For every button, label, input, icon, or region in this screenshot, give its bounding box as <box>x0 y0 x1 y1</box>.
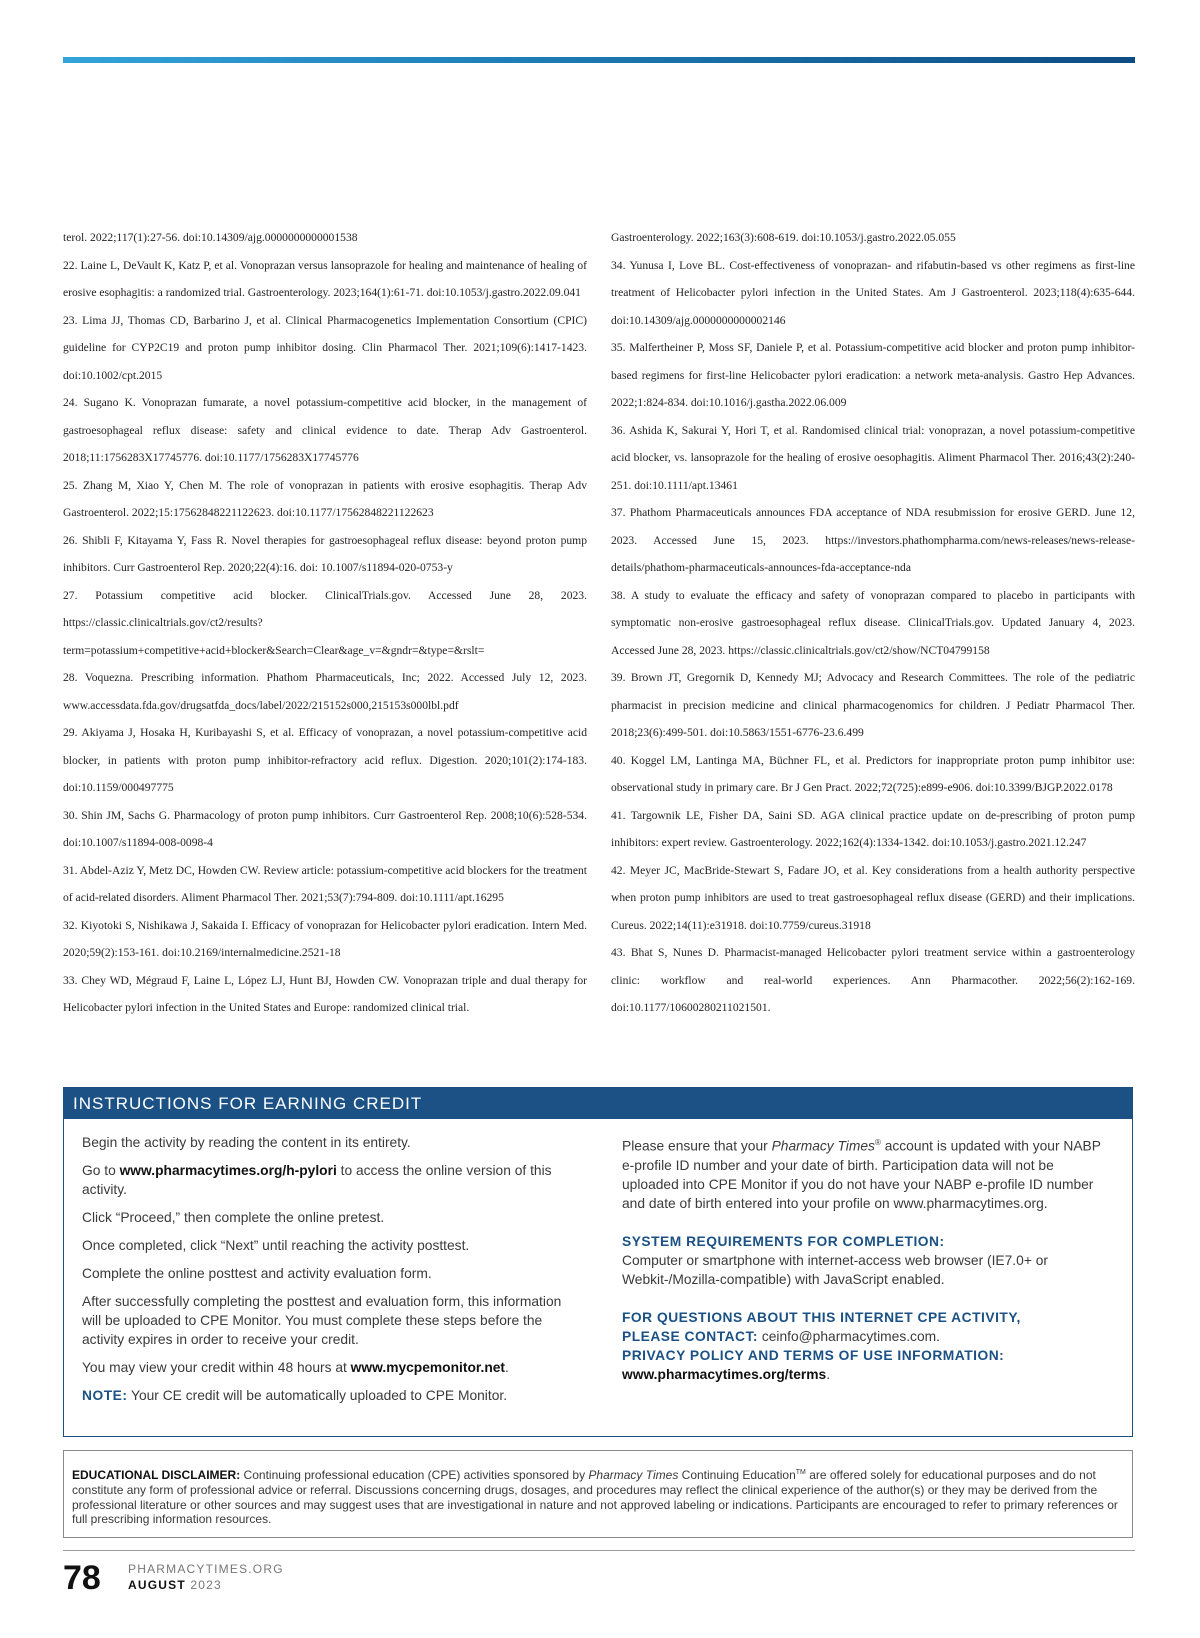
reference-item: 35. Malfertheiner P, Moss SF, Daniele P, et al. Potassium-competitive acid blocker and proton pump inhibitor-based regimens for first-line Helicobacter pylori eradication: a network meta-analysis. Gastro Hep Advances. 2022;1:824-834. doi:10.1016/j.gastha.2022.06.009 <box>611 341 1135 409</box>
credit-step: Complete the online posttest and activity evaluation form. <box>82 1266 432 1281</box>
reference-item: 38. A study to evaluate the efficacy and safety of vonoprazan compared to placebo in participants with symptomatic non-erosive gastroesophageal reflux disease. ClinicalTrials.gov. Updated January 4, 2023. Accessed June 28, 2023. https://classic.clinicaltrials.gov/ct2/show/NCT04799158 <box>611 588 1135 657</box>
reference-item: 31. Abdel-Aziz Y, Metz DC, Howden CW. Review article: potassium-competitive acid blockers for the treatment of acid-related disorders. Aliment Pharmacol Ther. 2021;53(7):794-809. doi:10.1111/apt.16295 <box>63 863 587 904</box>
footer-divider <box>63 1550 1135 1551</box>
profile-notice: Please ensure that your Pharmacy Times® account is updated with your NABP e-profile ID number and your date of birth. Participation data will not be uploaded into CPE Monitor if you do not have your NABP e-profile ID number and date of birth entered into your profile on www.pharmacytimes.org. <box>622 1138 1101 1211</box>
credit-step: Begin the activity by reading the content in its entirety. <box>82 1135 411 1150</box>
disclaimer-label: EDUCATIONAL DISCLAIMER: <box>72 1468 241 1482</box>
credit-instructions-title: INSTRUCTIONS FOR EARNING CREDIT <box>64 1088 1132 1119</box>
reference-item: terol. 2022;117(1):27-56. doi:10.14309/ajg.0000000000001538 <box>63 231 358 244</box>
reference-item: Gastroenterology. 2022;163(3):608-619. doi:10.1053/j.gastro.2022.05.055 <box>611 231 956 244</box>
contact-email[interactable]: ceinfo@pharmacytimes.com. <box>758 1328 940 1344</box>
reference-item: 26. Shibli F, Kitayama Y, Fass R. Novel therapies for gastroesophageal reflux disease: beyond proton pump inhibitors. Curr Gastroenterol Rep. 2020;22(4):16. doi: 10.1007/s11894-020-0753-y <box>63 533 587 574</box>
page-number: 78 <box>63 1559 101 1597</box>
credit-requirements <box>622 1133 1102 1414</box>
reference-item: 25. Zhang M, Xiao Y, Chen M. The role of vonoprazan in patients with erosive esophagitis. Therap Adv Gastroenterol. 2022;15:17562848221122623. doi:10.1177/17562848221122623 <box>63 478 587 519</box>
reference-item: 34. Yunusa I, Love BL. Cost-effectiveness of vonoprazan- and rifabutin-based vs other regimens as first-line treatment of Helicobacter pylori infection in the United States. Am J Gastroenterol. 2023;118(4):635-644. doi:10.14309/ajg.0000000000002146 <box>611 258 1135 327</box>
reference-item: 29. Akiyama J, Hosaka H, Kuribayashi S, et al. Efficacy of vonoprazan, a novel potassium-competitive acid blocker, in patients with proton pump inhibitor-refractory acid reflux. Digestion. 2020;101(2):174-183. doi:10.1159/000497775 <box>63 726 587 794</box>
terms-link[interactable]: www.pharmacytimes.org/terms <box>622 1366 827 1382</box>
note-label: NOTE: <box>82 1388 128 1403</box>
reference-item: 40. Koggel LM, Lantinga MA, Büchner FL, et al. Predictors for inappropriate proton pump inhibitor use: observational study in primary care. Br J Gen Pract. 2022;72(725):e899-e906. doi:10.3399/BJGP.2022.0178 <box>611 753 1135 794</box>
credit-steps <box>82 1133 572 1414</box>
credit-step: Once completed, click “Next” until reaching the activity posttest. <box>82 1238 470 1253</box>
system-requirements-text: Computer or smartphone with internet-access web browser (IE7.0+ or Webkit-/Mozilla-compatible) with JavaScript enabled. <box>622 1252 1048 1287</box>
contact-line: PLEASE CONTACT: ceinfo@pharmacytimes.com. <box>622 1328 940 1344</box>
reference-item: 43. Bhat S, Nunes D. Pharmacist-managed Helicobacter pylori treatment service within a gastroenterology clinic: workflow and real-world experiences. Ann Pharmacother. 2022;56(2):162-169. doi:10.1177/10600280211021501. <box>611 946 1135 1014</box>
reference-item: 30. Shin JM, Sachs G. Pharmacology of proton pump inhibitors. Curr Gastroenterol Rep. 2008;10(6):528-534. doi:10.1007/s11894-008-0098-4 <box>63 808 587 849</box>
privacy-label: PRIVACY POLICY AND TERMS OF USE INFORMATION: <box>622 1347 1005 1363</box>
credit-step: You may view your credit within 48 hours at www.mycpemonitor.net. <box>82 1360 509 1375</box>
reference-item: 33. Chey WD, Mégraud F, Laine L, López LJ, Hunt BJ, Howden CW. Vonoprazan triple and dual therapy for Helicobacter pylori infection in the United States and Europe: randomized clinical trial. <box>63 973 587 1014</box>
reference-item: 39. Brown JT, Gregornik D, Kennedy MJ; Advocacy and Research Committees. The role of the pediatric pharmacist in precision medicine and clinical pharmacogenomics for children. J Pediatr Pharmacol Ther. 2018;23(6):499-501. doi:10.5863/1551-6776-23.6.499 <box>611 671 1135 739</box>
reference-column-right <box>611 224 1135 1022</box>
reference-item: 32. Kiyotoki S, Nishikawa J, Sakaida I. Efficacy of vonoprazan for Helicobacter pylori eradication. Intern Med. 2020;59(2):153-161. doi:10.2169/internalmedicine.2521-18 <box>63 918 587 959</box>
reference-item: 28. Voquezna. Prescribing information. Phathom Pharmaceuticals, Inc; 2022. Accessed July 12, 2023. www.accessdata.fda.gov/drugsatfda_docs/label/2022/215152s000,215153s000lbl.pdf <box>63 671 587 712</box>
questions-label: FOR QUESTIONS ABOUT THIS INTERNET CPE ACTIVITY, <box>622 1309 1021 1325</box>
reference-item: 36. Ashida K, Sakurai Y, Hori T, et al. Randomised clinical trial: vonoprazan, a novel potassium-competitive acid blocker, vs. lansoprazole for the healing of erosive oesophagitis. Aliment Pharmacol Ther. 2016;43(2):240-251. doi:10.1111/apt.13461 <box>611 423 1135 492</box>
credit-step: Go to www.pharmacytimes.org/h-pylori to access the online version of this activity. <box>82 1163 552 1197</box>
activity-link[interactable]: www.pharmacytimes.org/h-pylori <box>119 1163 337 1178</box>
reference-item: 27. Potassium competitive acid blocker. ClinicalTrials.gov. Accessed June 28, 2023. https://classic.clinicaltrials.gov/ct2/results?term=potassium+competitive+acid+blocker&Search=Clear&age_v=&gndr=&type=&rslt= <box>63 588 587 657</box>
credit-instructions-box <box>63 1087 1133 1437</box>
educational-disclaimer: EDUCATIONAL DISCLAIMER: Continuing professional education (CPE) activities sponsored by Pharmacy Times Continuing Education™ are offered solely for educational purposes and do not constitute any form of professional advice or referral. Discussions concerning drugs, dosages, and procedures may reflect the clinical experience of the author(s) or they may be derived from the professional literature or other sources and may suggest uses that are investigational in nature and not approved labeling or indications. Participants are encouraged to refer to primary references or full prescribing information resources. <box>63 1450 1133 1538</box>
system-requirements-label: SYSTEM REQUIREMENTS FOR COMPLETION: <box>622 1233 945 1249</box>
reference-item: 23. Lima JJ, Thomas CD, Barbarino J, et al. Clinical Pharmacogenetics Implementation Consortium (CPIC) guideline for CYP2C19 and proton pump inhibitor dosing. Clin Pharmacol Ther. 2021;109(6):1417-1423. doi:10.1002/cpt.2015 <box>63 313 587 382</box>
reference-item: 22. Laine L, DeVault K, Katz P, et al. Vonoprazan versus lansoprazole for healing and maintenance of healing of erosive esophagitis: a randomized trial. Gastroenterology. 2023;164(1):61-71. doi:10.1053/j.gastro.2022.09.041 <box>63 258 587 299</box>
cpe-monitor-link[interactable]: www.mycpemonitor.net <box>350 1360 506 1375</box>
reference-list <box>63 224 1135 1022</box>
credit-step: After successfully completing the posttest and evaluation form, this information will be uploaded to CPE Monitor. You must complete these steps before the activity expires in order to receive your credit. <box>82 1294 562 1347</box>
privacy-line: www.pharmacytimes.org/terms. <box>622 1366 831 1382</box>
reference-item: 24. Sugano K. Vonoprazan fumarate, a novel potassium-competitive acid blocker, in the management of gastroesophageal reflux disease: safety and clinical evidence to date. Therap Adv Gastroenterol. 2018;11:1756283X17745776. doi:10.1177/1756283X17745776 <box>63 396 587 464</box>
header-accent-bar <box>63 57 1135 63</box>
reference-column-left <box>63 224 587 1022</box>
reference-item: 41. Targownik LE, Fisher DA, Saini SD. AGA clinical practice update on de-prescribing of proton pump inhibitors: expert review. Gastroenterology. 2022;162(4):1334-1342. doi:10.1053/j.gastro.2021.12.247 <box>611 808 1135 849</box>
footer-site: PHARMACYTIMES.ORG <box>128 1562 284 1576</box>
reference-item: 37. Phathom Pharmaceuticals announces FDA acceptance of NDA resubmission for erosive GERD. June 12, 2023. Accessed June 15, 2023. https://investors.phathompharma.com/news-releases/news-release-details/phathom-pharmaceuticals-announces-fda-acceptance-nda <box>611 506 1135 574</box>
credit-note: NOTE: Your CE credit will be automatically uploaded to CPE Monitor. <box>82 1388 508 1403</box>
reference-item: 42. Meyer JC, MacBride-Stewart S, Fadare JO, et al. Key considerations from a health authority perspective when proton pump inhibitors are used to treat gastroesophageal reflux disease (GERD) and their implications. Cureus. 2022;14(11):e31918. doi:10.7759/cureus.31918 <box>611 863 1135 932</box>
footer-date: AUGUST 2023 <box>128 1578 222 1592</box>
credit-step: Click “Proceed,” then complete the online pretest. <box>82 1210 385 1225</box>
